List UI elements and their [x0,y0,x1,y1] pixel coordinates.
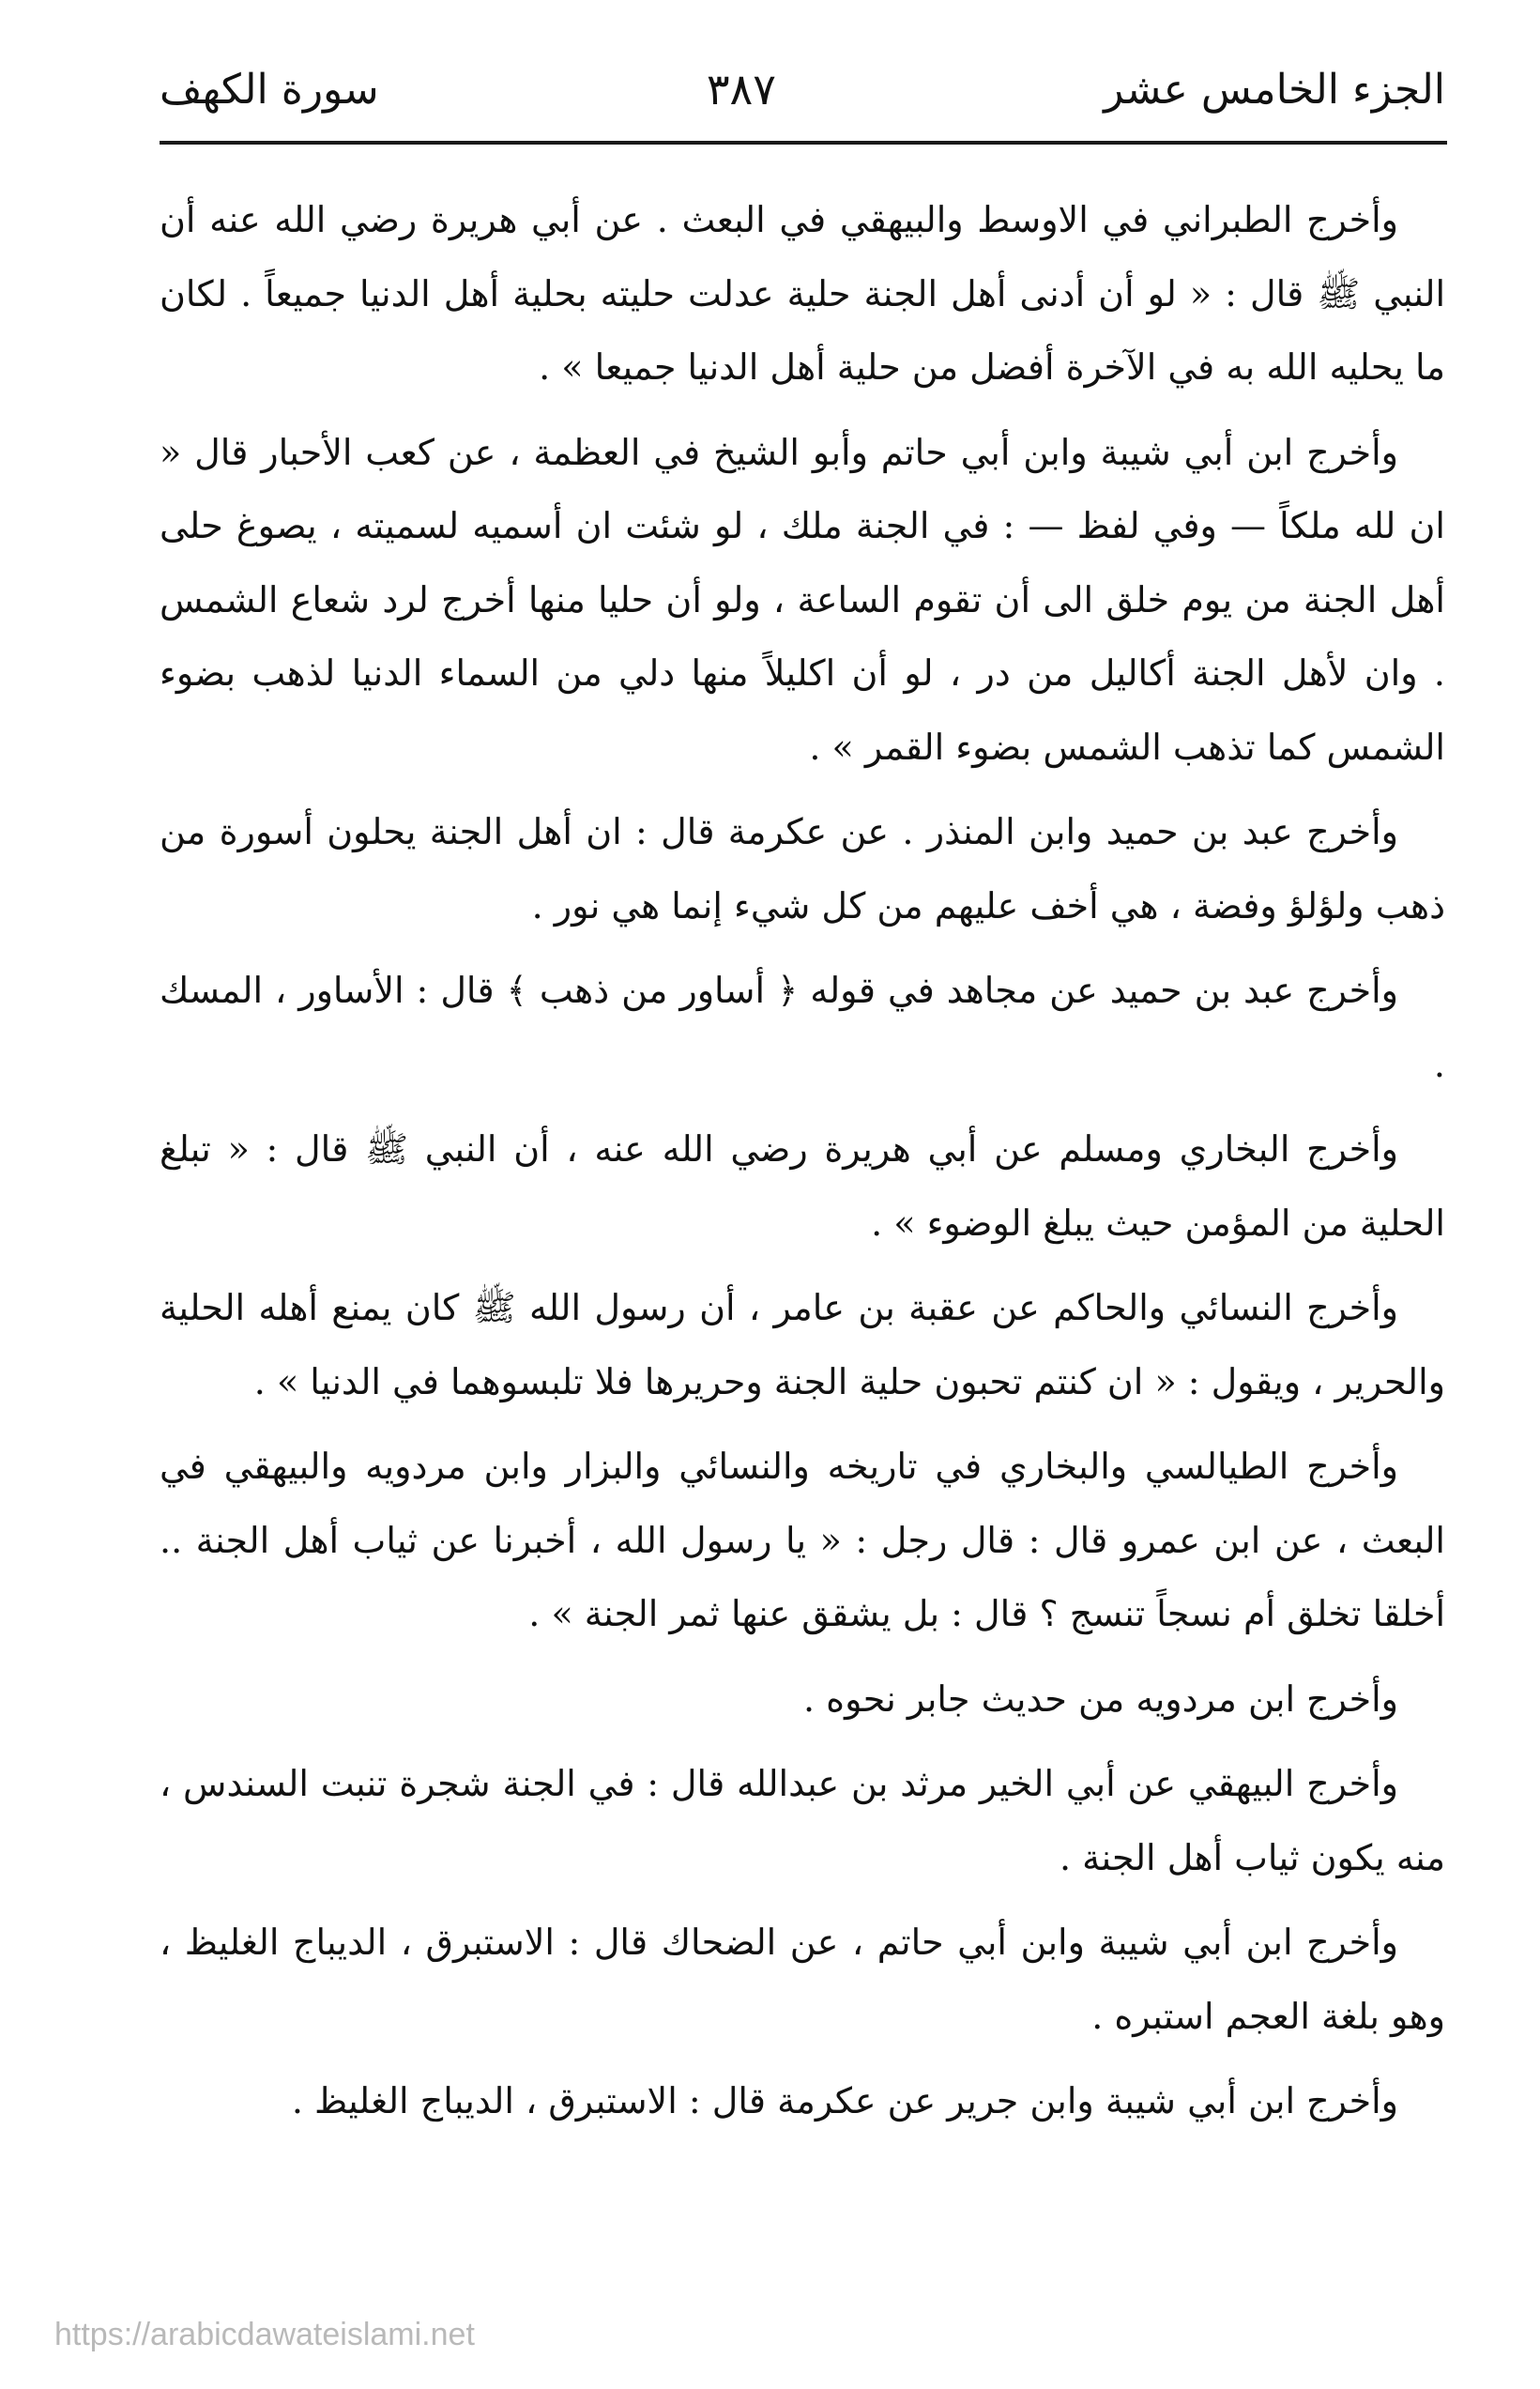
running-head: الجزء الخامس عشر [1104,65,1445,114]
paragraph: وأخرج عبد بن حميد عن مجاهد في قوله ﴿ أساور من ذهب ﴾ قال : الأساور ، المسك . [160,970,1445,1085]
surah-name: سورة الكهف [160,65,379,114]
paragraph: وأخرج ابن مردويه من حديث جابر نحوه . [803,1677,1398,1720]
paragraph: وأخرج ابن أبي شيبة وابن جرير عن عكرمة قال : الاستبرق ، الديباج الغليظ . [291,2080,1398,2121]
paragraph: وأخرج الطيالسي والبخاري في تاريخه والنسائي والبزار وابن مردويه والبيهقي في البعث ، عن ابن عمرو قال : قال رجل : « يا رسول الله ، أخبرنا عن ثياب أهل الجنة .. أخلقا تخلق أم نسجاً تنسج ؟ قال : بل يشقق عنها ثمر الجنة » . [160,1446,1445,1634]
paragraph: وأخرج ابن أبي شيبة وابن أبي حاتم وأبو الشيخ في العظمة ، عن كعب الأحبار قال « ان لله ملكاً — وفي لفظ — : في الجنة ملك ، لو شئت ان أسميه لسميته ، يصوغ حلى أهل الجنة من يوم خلق الى أن تقوم الساعة ، ولو أن حليا منها أخرج لرد شعاع الشمس . وان لأهل الجنة أكاليل من در ، لو أن اكليلاً منها دلي من السماء الدنيا لذهب بضوء الشمس كما تذهب الشمس بضوء القمر » . [160,431,1445,768]
paragraph: وأخرج النسائي والحاكم عن عقبة بن عامر ، أن رسول الله ﷺ كان يمنع أهله الحلية والحرير ، ويقول : « ان كنتم تحبون حلية الجنة وحريرها فلا تلبسوهما في الدنيا » . [160,1287,1445,1402]
page-header [160,52,1445,127]
body-text [160,183,1445,2150]
page-number: ٣٨٧ [706,64,776,115]
paragraph: وأخرج الطبراني في الاوسط والبيهقي في البعث . عن أبي هريرة رضي الله عنه أن النبي ﷺ قال : « لو أن أدنى أهل الجنة حلية عدلت حليته بحلية أهل الدنيا جميعاً . لكان ما يحليه الله به في الآخرة أفضل من حلية أهل الدنيا جميعا » . [160,199,1445,388]
paragraph: وأخرج البيهقي عن أبي الخير مرثد بن عبدالله قال : في الجنة شجرة تنبت السندس ، منه يكون ثياب أهل الجنة . [160,1763,1445,1878]
header-rule [160,141,1447,145]
paragraph: وأخرج عبد بن حميد وابن المنذر . عن عكرمة قال : ان أهل الجنة يحلون أسورة من ذهب ولؤلؤ وفضة ، هي أخف عليهم من كل شيء إنما هي نور . [160,811,1445,927]
watermark-url: https://arabicdawateislami.net [54,2317,475,2352]
paragraph: وأخرج البخاري ومسلم عن أبي هريرة رضي الله عنه ، أن النبي ﷺ قال : « تبلغ الحلية من المؤمن حيث يبلغ الوضوء » . [160,1128,1445,1244]
paragraph: وأخرج ابن أبي شيبة وابن أبي حاتم ، عن الضحاك قال : الاستبرق ، الديباج الغليظ ، وهو بلغة العجم استبره . [160,1922,1445,2037]
